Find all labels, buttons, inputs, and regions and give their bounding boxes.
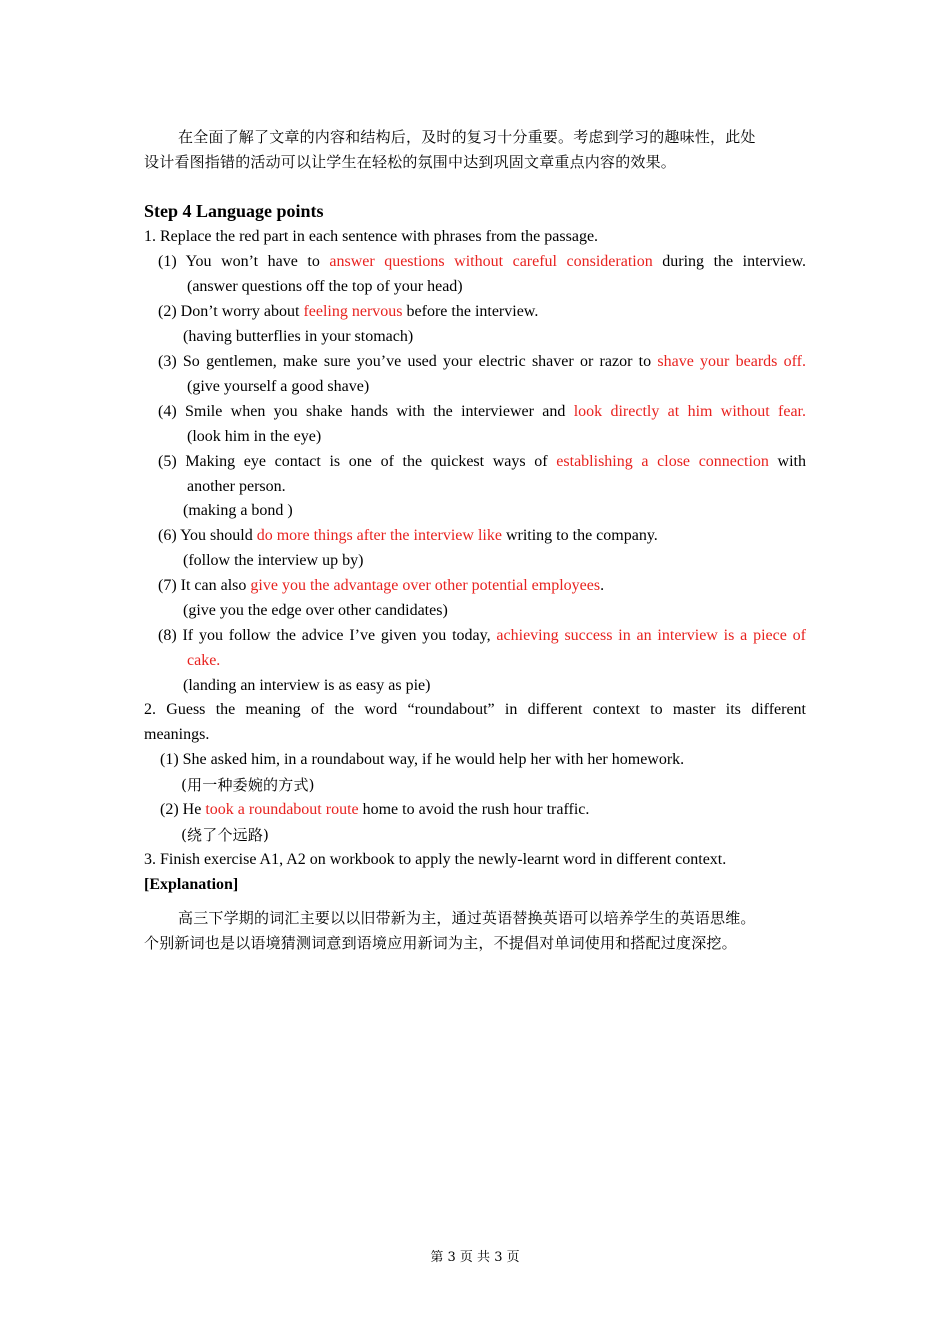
- task3-instruction: 3. Finish exercise A1, A2 on workbook to apply the newly-learnt word in different context.: [144, 851, 727, 868]
- page-footer: 第 3 页 共 3 页: [430, 1250, 520, 1265]
- item-5-sentence: (5) Making eye contact is one of the quickest ways of establishing a close connection with: [158, 453, 806, 470]
- item-1-sentence: (1) You won’t have to answer questions without careful consideration during the interview.: [158, 253, 807, 270]
- roundabout-example-1: (1) She asked him, in a roundabout way, if he would help her with her homework.: [160, 751, 685, 768]
- item-8-answer: (landing an interview is as easy as pie): [183, 677, 431, 694]
- task1-instruction: 1. Replace the red part in each sentence with phrases from the passage.: [144, 228, 599, 245]
- item-7-answer: (give you the edge over other candidates): [183, 602, 448, 619]
- item-7-sentence: (7) It can also give you the advantage over other potential employees.: [158, 577, 605, 594]
- item-2-answer: (having butterflies in your stomach): [183, 328, 414, 345]
- item-5-sentence-cont: another person.: [187, 478, 286, 495]
- roundabout-meaning-2: (绕了个远路): [181, 826, 270, 844]
- item-2-sentence: (2) Don’t worry about feeling nervous before the interview.: [158, 303, 539, 320]
- step4-heading: Step 4 Language points: [144, 201, 324, 221]
- item-1-answer: (answer questions off the top of your head): [187, 278, 463, 295]
- explanation-label: [Explanation]: [144, 876, 239, 893]
- task2-instruction-cont: meanings.: [144, 726, 210, 743]
- roundabout-example-2: (2) He took a roundabout route home to avoid the rush hour traffic.: [160, 801, 590, 818]
- item-8-sentence-cont: cake.: [187, 652, 221, 669]
- intro-line-1: 在全面了解了文章的内容和结构后，及时的复习十分重要。考虑到学习的趣味性，此处: [178, 128, 756, 146]
- item-6-sentence: (6) You should do more things after the interview like writing to the company.: [158, 527, 658, 544]
- item-3-answer: (give yourself a good shave): [187, 378, 370, 395]
- item-5-answer: (making a bond ): [183, 502, 293, 519]
- item-4-sentence: (4) Smile when you shake hands with the interviewer and look directly at him without fear.: [158, 403, 806, 420]
- explanation-line-2: 个别新词也是以语境猜测词意到语境应用新词为主，不提倡对单词使用和搭配过度深挖。: [144, 934, 737, 952]
- intro-line-2: 设计看图指错的活动可以让学生在轻松的氛围中达到巩固文章重点内容的效果。: [144, 153, 677, 171]
- roundabout-meaning-1: (用一种委婉的方式): [181, 776, 315, 794]
- item-6-answer: (follow the interview up by): [183, 552, 364, 569]
- explanation-line-1: 高三下学期的词汇主要以以旧带新为主，通过英语替换英语可以培养学生的英语思维。: [178, 909, 756, 927]
- item-3-sentence: (3) So gentlemen, make sure you’ve used your electric shaver or razor to shave your beards off.: [158, 353, 807, 370]
- task2-instruction: 2. Guess the meaning of the word “roundabout” in different context to master its different: [144, 701, 806, 718]
- item-8-sentence: (8) If you follow the advice I’ve given you today, achieving success in an interview is a piece of: [158, 627, 806, 644]
- item-4-answer: (look him in the eye): [187, 428, 322, 445]
